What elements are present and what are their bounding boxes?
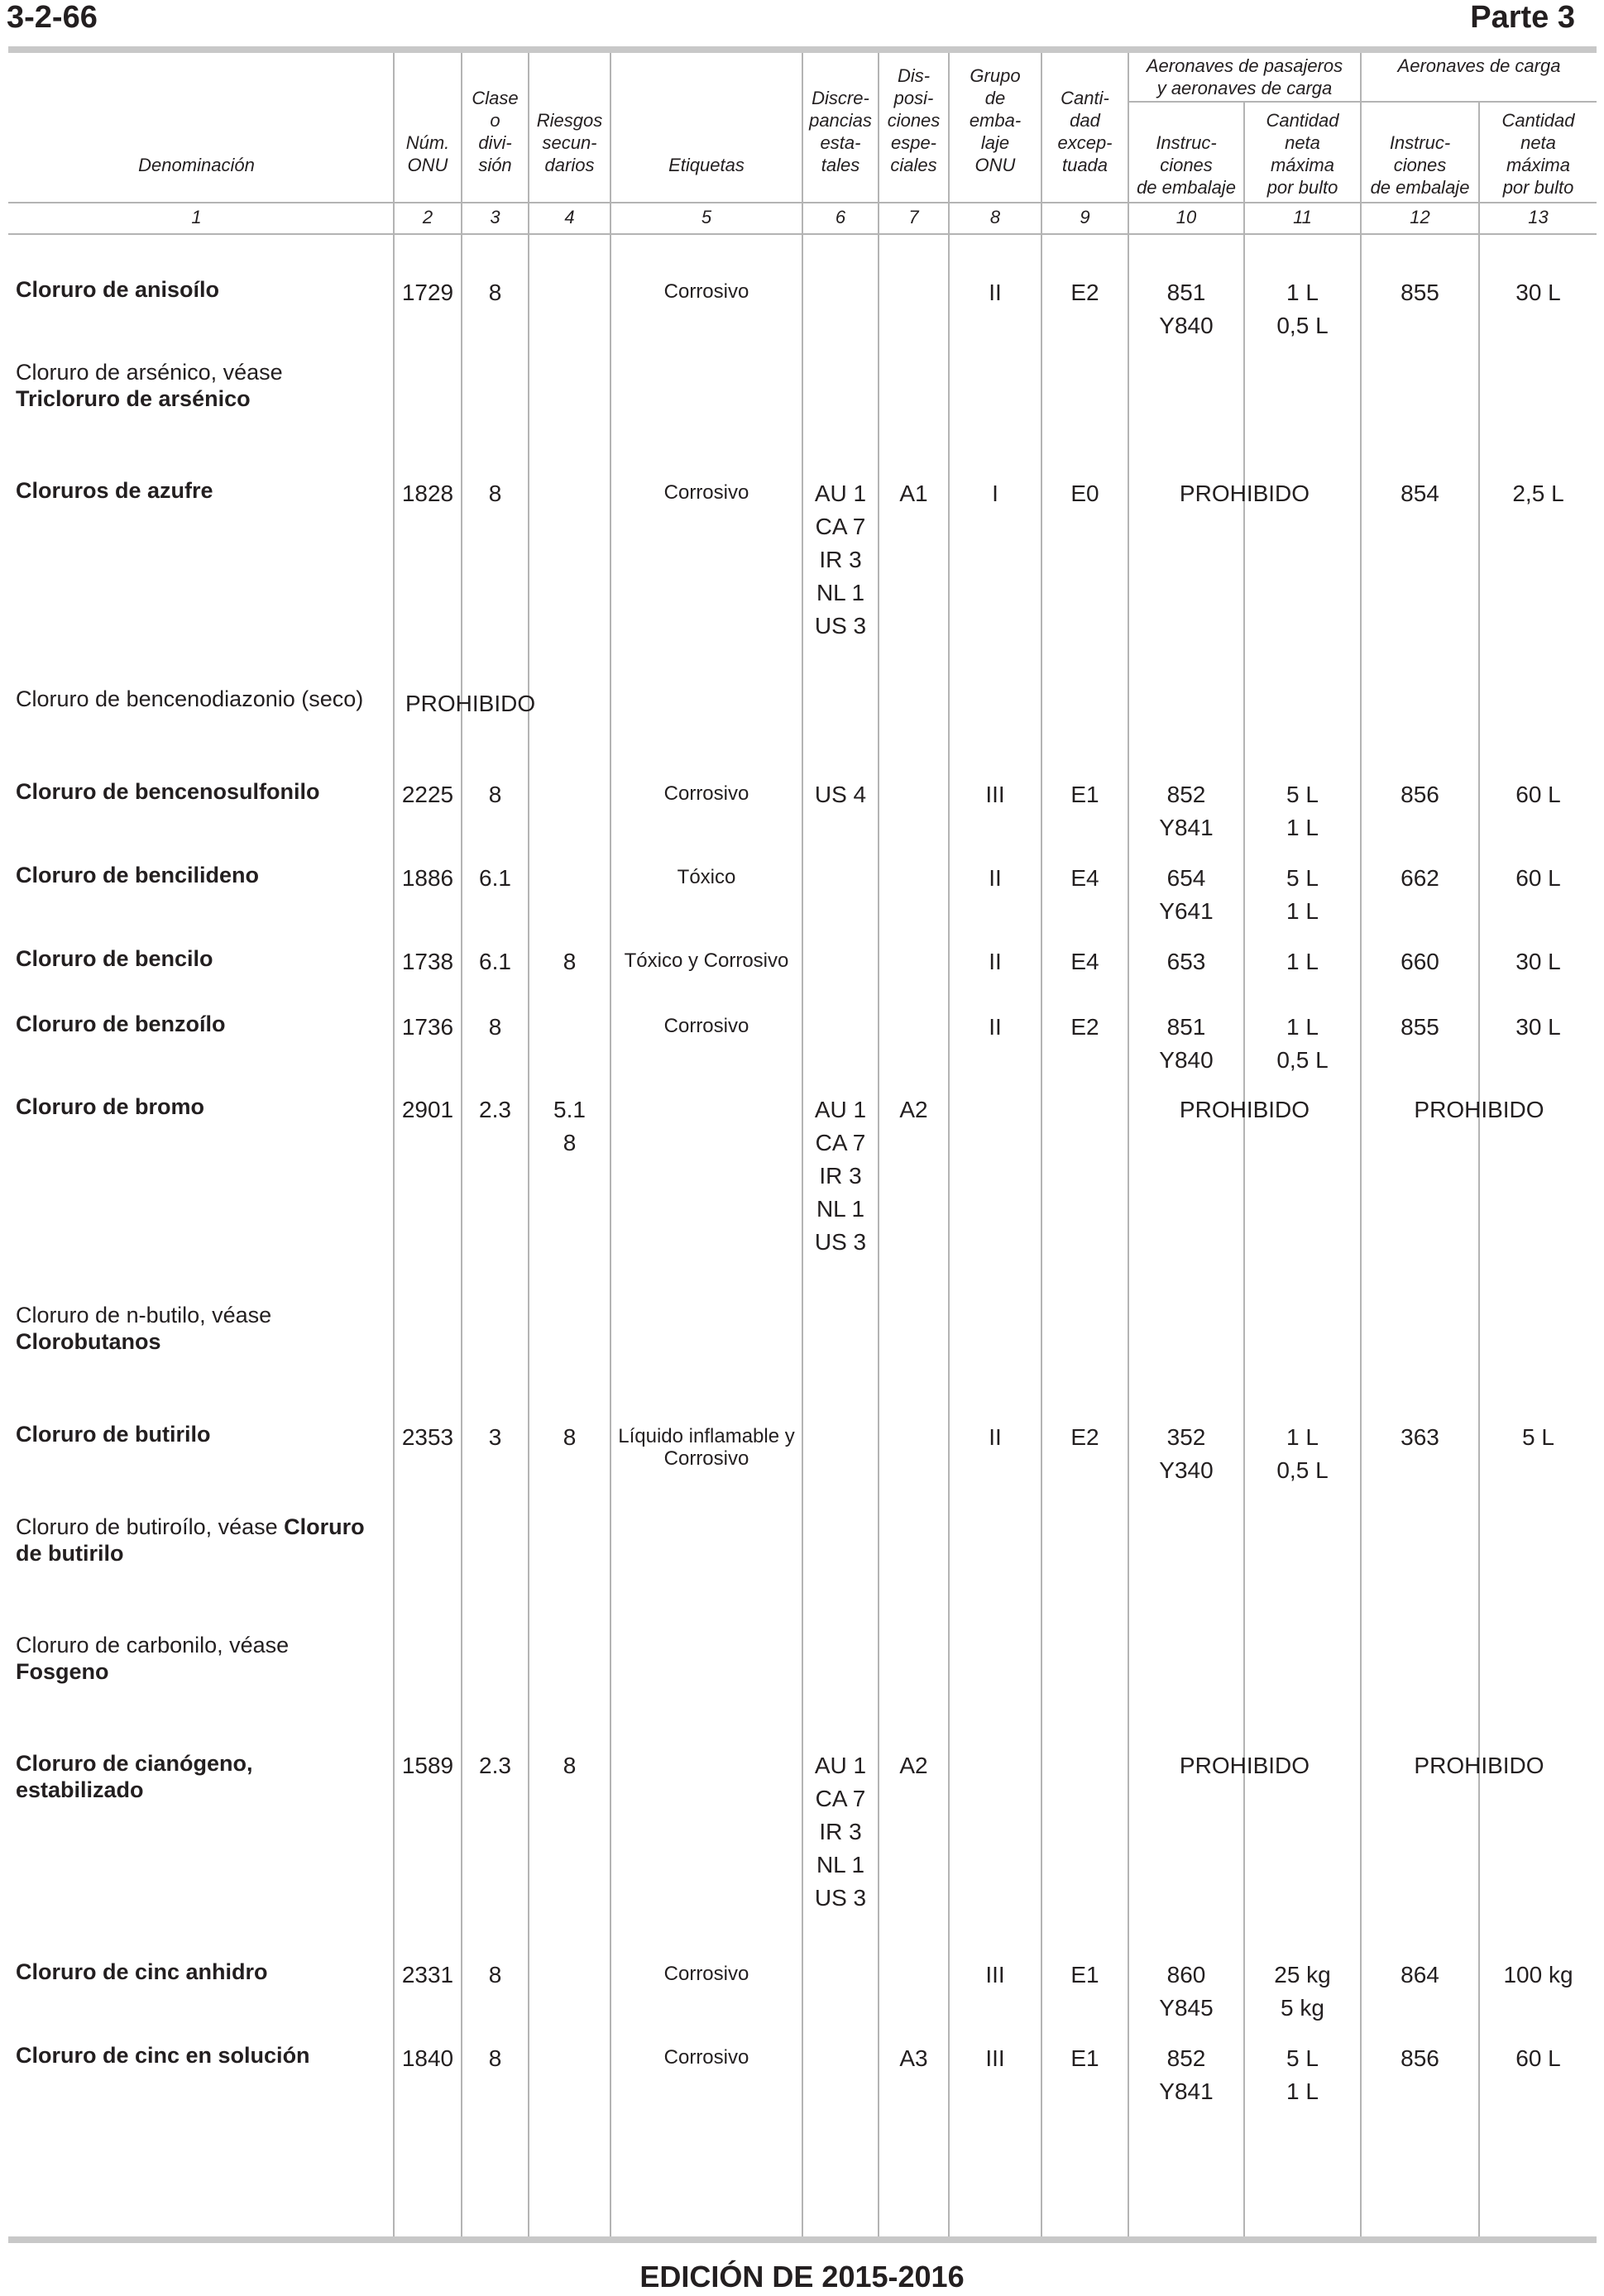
entry-name: Cloruro de anisoílo [16,277,220,302]
column-rule [1041,53,1042,2236]
passenger-max-quantity: 5 L 1 L [1286,865,1319,924]
excepted-quantity: E0 [1070,481,1099,506]
col-header-num-onu: Núm. ONU [405,132,450,175]
special-provisions: A1 [899,481,928,506]
passenger-max-quantity: 1 L 0,5 L [1276,1014,1329,1073]
entry-name: Cloruro de butirilo [16,1422,211,1447]
col-number: 12 [1410,207,1430,227]
un-number: 1729 [401,280,454,305]
entry-name: Cloruro de bencilo [16,946,213,971]
label: Corrosivo [663,481,749,504]
col-header-clase: Clase o divi- sión [472,88,519,175]
passenger-packing-instruction: 860 Y845 [1159,1962,1214,2021]
state-variations: AU 1 CA 7 IR 3 NL 1 US 3 [814,1097,867,1255]
top-rule [8,46,1597,53]
class-division: 6.1 [479,865,511,891]
col-number: 4 [564,207,575,227]
passenger-max-quantity: 1 L 0,5 L [1276,1424,1329,1483]
cargo-max-quantity: 5 L [1522,1424,1554,1450]
entry-name: Cloruro de cinc en solución [16,2043,310,2068]
packing-group: II [989,865,1002,891]
cargo-packing-instruction: 864 [1401,1962,1439,1987]
class-division: 2.3 [479,1097,511,1122]
passenger-forbidden: PROHIBIDO [1179,1753,1310,1778]
class-division: 3 [488,1424,502,1450]
packing-group: II [989,1014,1002,1040]
class-division: 8 [488,1014,502,1040]
column-rule [878,53,879,2236]
label: Corrosivo [663,2046,749,2069]
special-provisions: A2 [899,1753,928,1778]
cargo-packing-instruction: 856 [1401,782,1439,807]
cargo-packing-instruction: 660 [1401,949,1439,974]
label: Corrosivo [663,1015,749,1037]
column-rule [948,53,950,2236]
passenger-max-quantity: 1 L [1286,949,1319,974]
class-division: 8 [488,481,502,506]
packing-group: II [989,280,1002,305]
packing-group: I [992,481,998,506]
subsidiary-risk: 5.1 8 [553,1097,586,1155]
entry-name: Cloruro de bencilideno [16,863,260,887]
un-number: 1589 [401,1753,454,1778]
col-header-etiquetas: Etiquetas [668,155,745,175]
part-title: Parte 3 [1470,0,1575,35]
column-rule [1478,101,1480,2236]
column-rule [1360,53,1362,2236]
passenger-packing-instruction: 852 Y841 [1159,2045,1214,2104]
entry-name: Cloruro de n-butilo, véase Clorobutanos [16,1303,272,1354]
col-number: 8 [989,207,1001,227]
entry-name: Cloruro de bencenodiazonio (seco) [16,686,364,711]
cargo-packing-instruction: 854 [1401,481,1439,506]
col-number: 13 [1528,207,1549,227]
special-provisions: A3 [899,2045,928,2071]
col-header-instrucciones-carga: Instruc- ciones de embalaje [1370,132,1470,198]
entry-name: Cloruro de cianógeno, estabilizado [16,1751,253,1802]
group-header-separator [1128,101,1597,103]
class-division: 8 [488,1962,502,1987]
passenger-forbidden: PROHIBIDO [1179,1097,1310,1122]
passenger-max-quantity: 1 L 0,5 L [1276,280,1329,338]
cargo-max-quantity: 60 L [1515,865,1561,891]
cargo-forbidden: PROHIBIDO [1414,1753,1544,1778]
un-number: 2901 [401,1097,454,1122]
entry-name: Cloruro de arsénico, véase Tricloruro de arsénico [16,360,283,411]
un-number: 1828 [401,481,454,506]
cargo-packing-instruction: 856 [1401,2045,1439,2071]
column-rule [1128,53,1129,2236]
excepted-quantity: E1 [1070,782,1099,807]
label: Tóxico [677,866,736,888]
entry-name: Cloruro de bromo [16,1094,204,1119]
col-header-grupo: Grupo de emba- laje ONU [969,65,1022,175]
state-variations: AU 1 CA 7 IR 3 NL 1 US 3 [814,1753,867,1911]
un-number: 2225 [401,782,454,807]
passenger-packing-instruction: 851 Y840 [1159,280,1214,338]
cargo-forbidden: PROHIBIDO [1414,1097,1544,1122]
col-header-cantidad-exceptuada: Canti- dad excep- tuada [1057,88,1113,175]
entry-name: Cloruros de azufre [16,478,213,503]
col-header-instrucciones: Instruc- ciones de embalaje [1137,132,1236,198]
un-number: 1886 [401,865,454,891]
entry-name: Cloruro de benzoílo [16,1012,226,1036]
cargo-max-quantity: 30 L [1515,1014,1561,1040]
col-number: 7 [908,207,919,227]
label: Corrosivo [663,782,749,805]
col-number: 2 [422,207,433,227]
col-header-cantidad-neta-carga: Cantidad neta máxima por bulto [1501,110,1575,198]
col-number: 9 [1080,207,1090,227]
subsidiary-risk: 8 [563,1753,577,1778]
entry-name: Cloruro de butiroílo, véase Cloruro de butirilo [16,1514,365,1566]
un-number: 1840 [401,2045,454,2071]
entry-name: Cloruro de bencenosulfonilo [16,779,320,804]
subsidiary-risk: 8 [563,949,577,974]
state-variations: US 4 [814,782,867,807]
label: Líquido inflamable y Corrosivo [618,1425,795,1470]
un-number: 1738 [401,949,454,974]
packing-group: II [989,949,1002,974]
column-rule [610,53,611,2236]
cargo-packing-instruction: 855 [1401,1014,1439,1040]
col-header-cantidad-neta: Cantidad neta máxima por bulto [1266,110,1339,198]
column-rule [1243,101,1245,2236]
label: Corrosivo [663,280,749,303]
subsidiary-risk: 8 [563,1424,577,1450]
cargo-max-quantity: 100 kg [1503,1962,1573,1987]
cargo-max-quantity: 60 L [1515,2045,1561,2071]
packing-group: III [985,1962,1005,1987]
cargo-packing-instruction: 855 [1401,280,1439,305]
column-rule [393,53,395,2236]
col-header-denominacion: Denominación [138,155,255,175]
col-number: 1 [191,207,202,227]
forbidden-entry: PROHIBIDO [405,691,536,716]
excepted-quantity: E4 [1070,865,1099,891]
packing-group: III [985,782,1005,807]
un-number: 2353 [401,1424,454,1450]
col-number: 11 [1293,207,1312,227]
passenger-max-quantity: 5 L 1 L [1286,782,1319,840]
passenger-forbidden: PROHIBIDO [1179,481,1310,506]
passenger-max-quantity: 5 L 1 L [1286,2045,1319,2104]
column-rule [461,53,462,2236]
cargo-max-quantity: 30 L [1515,949,1561,974]
cargo-max-quantity: 30 L [1515,280,1561,305]
col-number: 6 [835,207,846,227]
col-header-pasajeros-group: Aeronaves de pasajeros y aeronaves de carga [1146,55,1343,98]
col-header-carga-group: Aeronaves de carga [1397,55,1561,76]
col-number: 3 [490,207,500,227]
un-number: 1736 [401,1014,454,1040]
bottom-rule [8,2236,1597,2243]
class-division: 2.3 [479,1753,511,1778]
un-number: 2331 [401,1962,454,1987]
label: Tóxico y Corrosivo [624,949,789,972]
cargo-max-quantity: 2,5 L [1512,481,1564,506]
excepted-quantity: E2 [1070,1424,1099,1450]
passenger-packing-instruction: 852 Y841 [1159,782,1214,840]
passenger-packing-instruction: 653 [1166,949,1206,974]
col-number: 5 [701,207,712,227]
packing-group: II [989,1424,1002,1450]
state-variations: AU 1 CA 7 IR 3 NL 1 US 3 [814,481,867,639]
class-division: 8 [488,2045,502,2071]
passenger-packing-instruction: 352 Y340 [1159,1424,1214,1483]
special-provisions: A2 [899,1097,928,1122]
excepted-quantity: E1 [1070,1962,1099,1987]
label: Corrosivo [663,1963,749,1985]
class-division: 6.1 [479,949,511,974]
edition-footer: EDICIÓN DE 2015-2016 [639,2260,965,2294]
col-header-discrepancias: Discre- pancias esta- tales [809,88,872,175]
entry-name: Cloruro de carbonilo, véase Fosgeno [16,1633,290,1684]
excepted-quantity: E4 [1070,949,1099,974]
col-header-disposiciones: Dis- posi- ciones espe- ciales [887,65,941,175]
cargo-packing-instruction: 363 [1401,1424,1439,1450]
class-division: 8 [488,782,502,807]
passenger-packing-instruction: 654 Y641 [1159,865,1214,924]
cargo-packing-instruction: 662 [1401,865,1439,891]
cargo-max-quantity: 60 L [1515,782,1561,807]
passenger-max-quantity: 25 kg 5 kg [1274,1962,1331,2021]
excepted-quantity: E2 [1070,1014,1099,1040]
class-division: 8 [488,280,502,305]
excepted-quantity: E2 [1070,280,1099,305]
entry-name: Cloruro de cinc anhidro [16,1959,268,1984]
excepted-quantity: E1 [1070,2045,1099,2071]
passenger-packing-instruction: 851 Y840 [1159,1014,1214,1073]
packing-group: III [985,2045,1005,2071]
page-number: 3-2-66 [7,0,98,35]
col-header-riesgos: Riesgos secun- darios [536,110,603,175]
col-number: 10 [1175,207,1197,227]
